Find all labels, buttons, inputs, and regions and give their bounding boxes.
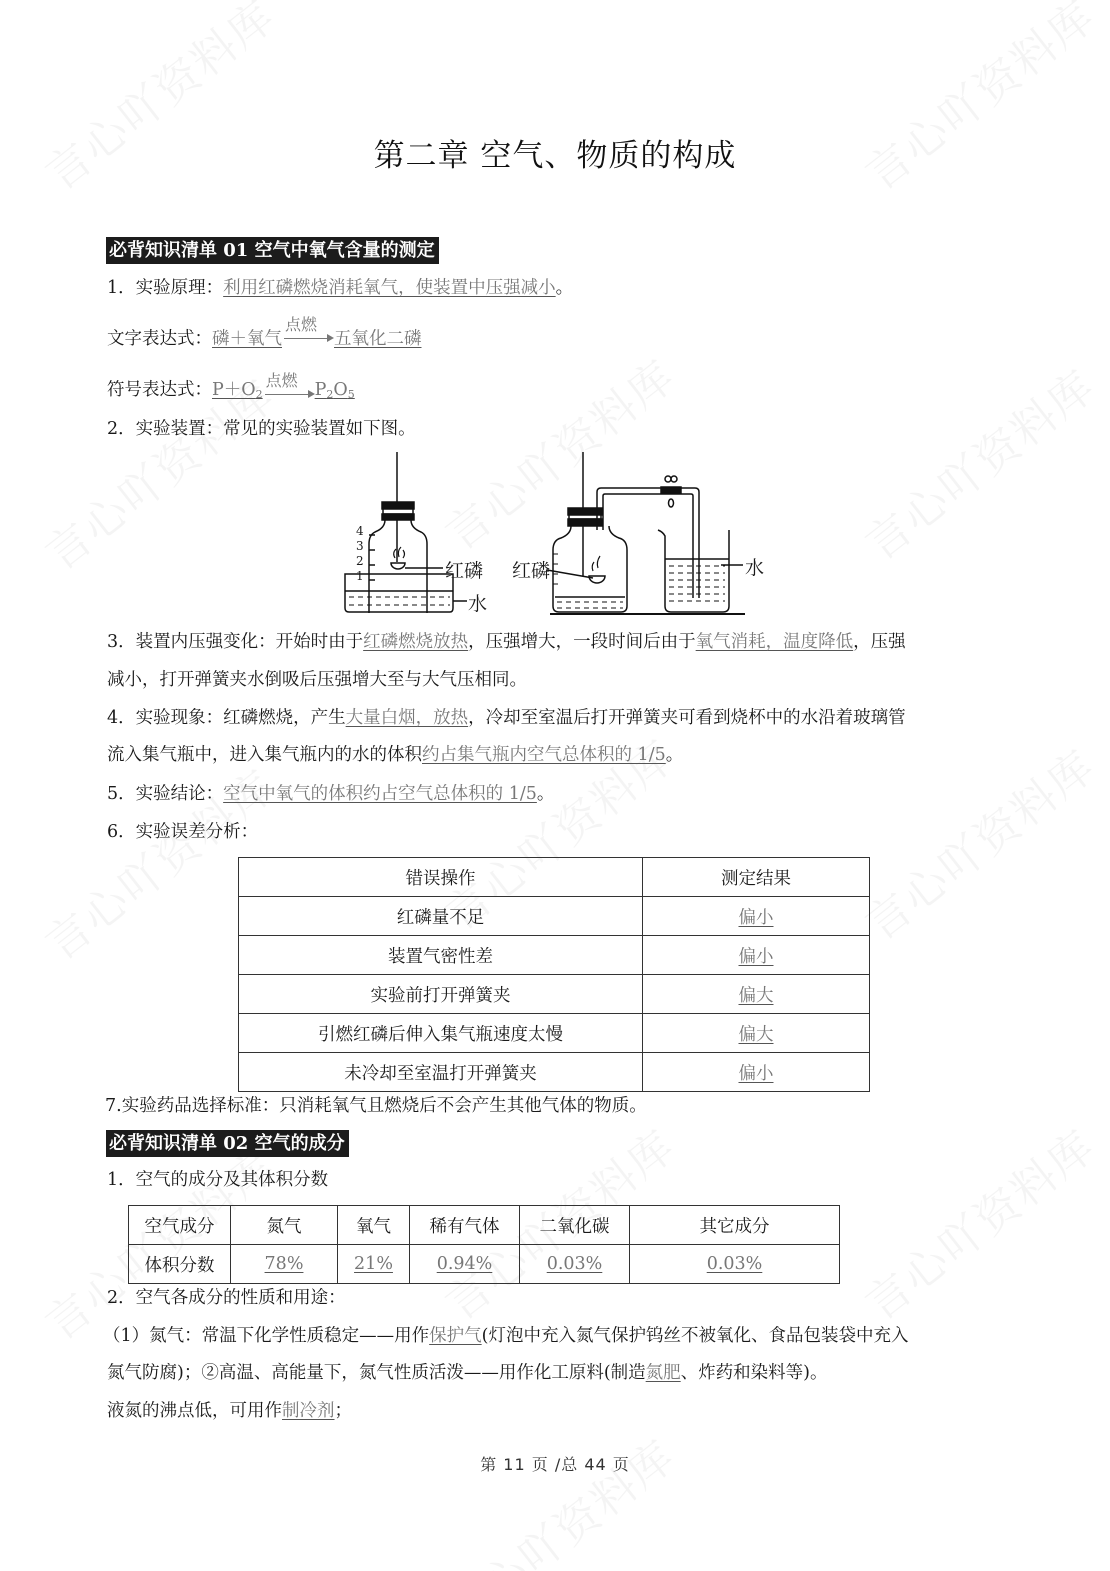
operation-cell: 实验前打开弹簧夹 (239, 975, 643, 1014)
text: 氮气防腐)；②高温、高能量下，氮气性质活泼——用作化工原料(制造 (107, 1363, 646, 1383)
answer-blank: 氮肥 (645, 1363, 681, 1383)
operation-cell: 装置气密性差 (239, 936, 643, 975)
result-cell (643, 897, 870, 936)
answer-blank: 大量白烟，放热 (345, 708, 469, 728)
reaction-condition: 点燃 (265, 371, 298, 390)
answer-blank: 偏大 (738, 1024, 774, 1045)
composition-heading: 1．空气的成分及其体积分数 (107, 1170, 329, 1190)
word-equation-label: 文字表达式： (107, 329, 212, 349)
table-row (129, 1245, 840, 1284)
result-cell (643, 1053, 870, 1092)
answer-blank: 0.94% (436, 1254, 493, 1274)
apparatus-illustration-icon (325, 450, 785, 615)
operation-cell: 引燃红磷后伸入集气瓶速度太慢 (239, 1014, 643, 1053)
row-label-cell: 体积分数 (129, 1245, 231, 1284)
text: 3．装置内压强变化：开始时由于 (107, 632, 364, 652)
label-red-phosphorus: 红磷 (512, 560, 551, 582)
scale-mark: 2 (356, 554, 364, 568)
component-cell: 氮气 (231, 1206, 338, 1245)
value-cell (520, 1245, 630, 1284)
label-water: 水 (468, 593, 488, 615)
conclusion-line (107, 782, 554, 806)
component-cell: 其它成分 (630, 1206, 840, 1245)
properties-heading: 2．空气各成分的性质和用途： (107, 1288, 346, 1308)
apparatus-line: 2．实验装置：常见的实验装置如下图。 (107, 419, 416, 439)
principle-answer: 利用红磷燃烧消耗氧气，使装置中压强减小 (223, 278, 556, 298)
section-header-01: 必背知识清单 01 空气中氧气含量的测定 (106, 237, 439, 264)
table-row (239, 936, 870, 975)
table-row (129, 1206, 840, 1245)
subscript: 2 (255, 388, 263, 401)
answer-blank: 红磷燃烧放热 (363, 632, 469, 652)
value-cell (630, 1245, 840, 1284)
table-header-row (239, 858, 870, 897)
punct: 。 (555, 278, 574, 298)
principle-line (107, 276, 573, 300)
table-row (239, 1014, 870, 1053)
pressure-change-line-2: 减小，打开弹簧夹水倒吸后压强增大至与大气压相同。 (107, 670, 527, 690)
component-cell: 稀有气体 (410, 1206, 520, 1245)
symbol-equation-line (107, 371, 355, 407)
table-row (239, 975, 870, 1014)
text: ，压强增大，一段时间后由于 (468, 632, 696, 652)
nitrogen-line-3 (107, 1399, 352, 1423)
answer-blank: 约占集气瓶内空气总体积的 1/5 (422, 745, 666, 765)
conclusion-label: 5．实验结论： (107, 784, 224, 804)
apparatus-diagram (325, 450, 785, 615)
word-equation-line (107, 315, 422, 351)
label-red-phosphorus: 红磷 (445, 560, 484, 582)
word-equation (212, 315, 422, 349)
subscript: 5 (347, 388, 355, 401)
value-cell (410, 1245, 520, 1284)
subscript: 2 (326, 388, 334, 401)
answer-blank: 偏大 (738, 985, 774, 1006)
symbol-equation (212, 371, 355, 401)
answer-blank: 空气中氧气的体积约占空气总体积的 1/5 (223, 784, 537, 804)
component-cell: 氧气 (338, 1206, 410, 1245)
pressure-change-line-1 (107, 630, 906, 654)
reactants: P＋O (212, 380, 256, 400)
nitrogen-line-1 (103, 1324, 908, 1348)
punct: 。 (665, 745, 684, 765)
header-cell: 错误操作 (239, 858, 643, 897)
symbol-equation-label: 符号表达式： (107, 380, 212, 400)
result-cell (643, 1014, 870, 1053)
text: ，冷却至室温后打开弹簧夹可看到烧杯中的水沿着玻璃管 (468, 708, 906, 728)
scale-mark: 4 (356, 524, 364, 538)
product-p: P (314, 380, 327, 400)
answer-blank: 78% (264, 1254, 304, 1274)
answer-blank: 保护气 (429, 1326, 482, 1346)
answer-blank: 氧气消耗，温度降低 (695, 632, 854, 652)
reaction-arrow-icon (282, 315, 334, 351)
answer-blank: 偏小 (738, 946, 774, 967)
value-cell (338, 1245, 410, 1284)
component-cell: 二氧化碳 (520, 1206, 630, 1245)
air-composition-table (128, 1205, 840, 1284)
product-o: O (333, 380, 348, 400)
table-row (239, 897, 870, 936)
answer-blank: 21% (354, 1254, 393, 1274)
text: （1）氮气：常温下化学性质稳定——用作 (103, 1326, 430, 1346)
answer-blank: 0.03% (546, 1254, 603, 1274)
phenomenon-line-2 (107, 743, 683, 767)
products: 五氧化二磷 (334, 329, 422, 349)
section-header-02: 必背知识清单 02 空气的成分 (106, 1130, 349, 1157)
principle-label: 1．实验原理： (107, 278, 224, 298)
text: ； (334, 1401, 352, 1421)
answer-blank: 0.03% (706, 1254, 763, 1274)
scale-mark: 1 (356, 569, 364, 583)
text: 、炸药和染料等)。 (680, 1363, 828, 1383)
answer-blank: 偏小 (738, 1063, 774, 1084)
text: ，压强 (853, 632, 906, 652)
scale-mark: 3 (356, 539, 364, 553)
error-analysis-heading: 6．实验误差分析： (107, 822, 259, 842)
reaction-condition: 点燃 (285, 315, 318, 334)
value-cell (231, 1245, 338, 1284)
reaction-arrow-icon (263, 371, 315, 407)
phenomenon-line-1 (107, 706, 906, 730)
operation-cell: 红磷量不足 (239, 897, 643, 936)
page-number: 第 11 页 /总 44 页 (480, 1455, 630, 1474)
text: 液氮的沸点低，可用作 (107, 1401, 282, 1421)
row-label-cell: 空气成分 (129, 1206, 231, 1245)
error-analysis-table (238, 857, 870, 1092)
table-row (239, 1053, 870, 1092)
nitrogen-line-2 (107, 1361, 827, 1385)
header-cell: 测定结果 (643, 858, 870, 897)
answer-blank: 偏小 (738, 907, 774, 928)
label-water: 水 (745, 557, 765, 579)
text: (灯泡中充入氮气保护钨丝不被氧化、食品包装袋中充入 (481, 1326, 909, 1346)
operation-cell: 未冷却至室温打开弹簧夹 (239, 1053, 643, 1092)
reagent-criteria-line: 7.实验药品选择标准：只消耗氧气且燃烧后不会产生其他气体的物质。 (105, 1096, 647, 1116)
reactants: 磷＋氧气 (212, 329, 282, 349)
result-cell (643, 936, 870, 975)
punct: 。 (536, 784, 555, 804)
text: 流入集气瓶中，进入集气瓶内的水的体积 (107, 745, 422, 765)
text: 4．实验现象：红磷燃烧，产生 (107, 708, 346, 728)
page-title: 第二章 空气、物质的构成 (373, 138, 737, 174)
result-cell (643, 975, 870, 1014)
answer-blank: 制冷剂 (282, 1401, 335, 1421)
